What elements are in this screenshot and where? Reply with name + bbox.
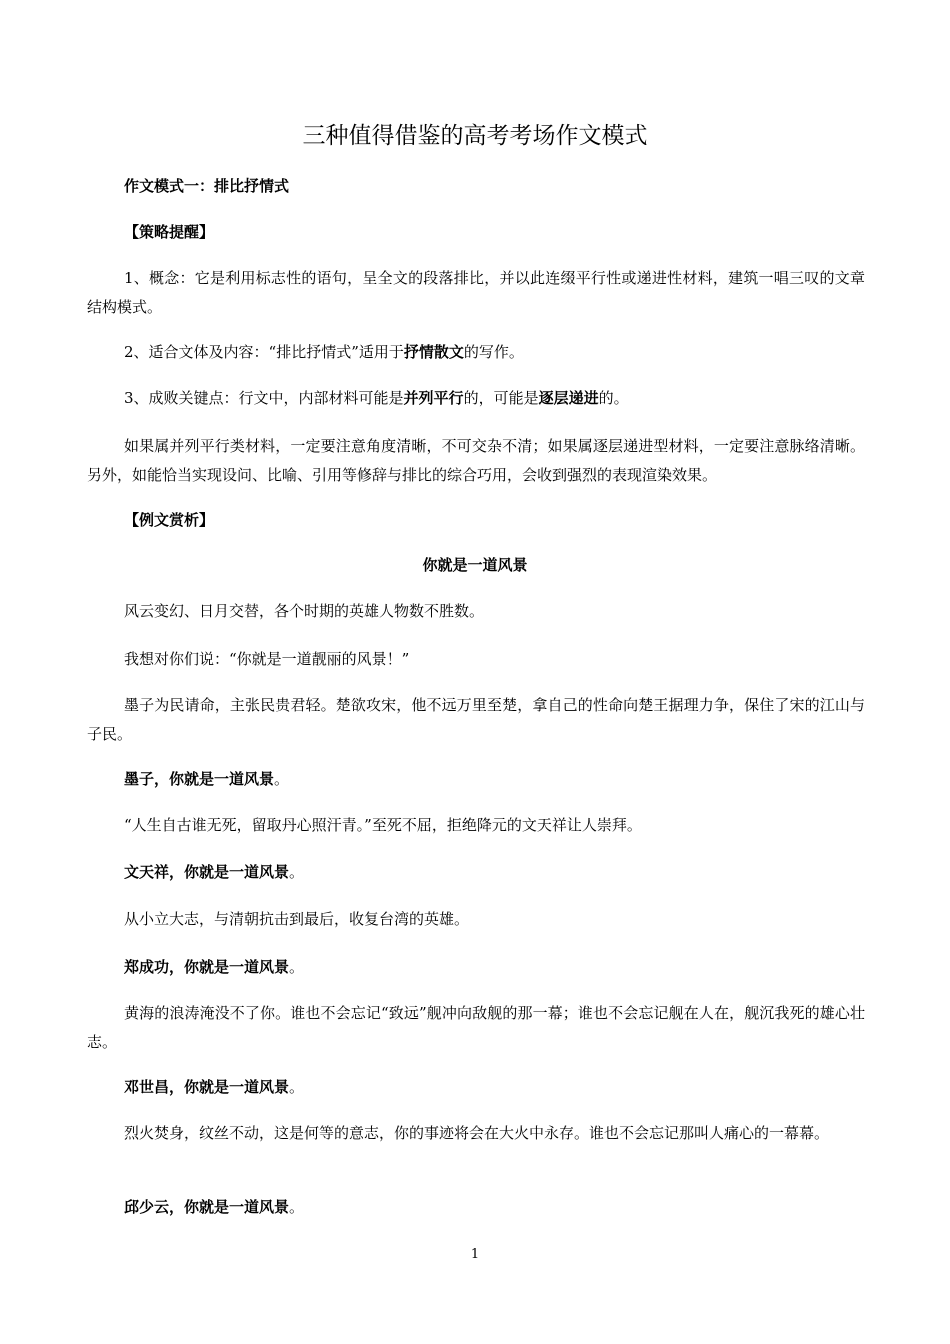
strategy-heading: 【策略提醒】 — [124, 223, 215, 241]
refrain-qiushaoyun-bold: 邱少云，你就是一道风景 — [124, 1198, 290, 1216]
refrain-period: 。 — [289, 863, 305, 881]
essay-paragraph-zhengchenggong: 从小立大志，与清朝抗击到最后，收复台湾的英雄。 — [124, 910, 470, 928]
refrain-period: 。 — [289, 958, 305, 976]
strategy-key-emphasis-parallel: 并列平行 — [403, 389, 464, 407]
refrain-period: 。 — [289, 1078, 305, 1096]
refrain-dengshichang-bold: 邓世昌，你就是一道风景 — [124, 1078, 290, 1096]
essay-refrain-dengshichang — [87, 1073, 865, 1102]
essay-title: 你就是一道风景 — [422, 556, 528, 574]
strategy-key-text: 3、成败关键点：行文中，内部材料可能是 — [124, 389, 404, 407]
essay-paragraph-1: 风云变幻、日月交替，各个时期的英雄人物数不胜数。 — [124, 602, 485, 620]
essay-refrain-mozi — [87, 765, 865, 794]
essay-paragraph-qiushaoyun: 烈火焚身，纹丝不动，这是何等的意志，你的事迹将会在大火中永存。谁也不会忘记那叫人痛心的一幕幕。 — [124, 1124, 830, 1142]
example-heading: 【例文赏析】 — [124, 511, 215, 529]
strategy-key-mid: 的，可能是 — [463, 389, 539, 407]
essay-paragraph-mozi: 墨子为民请命，主张民贵君轻。楚欲攻宋，他不远万里至楚，拿自己的性命向楚王据理力争，保住了宋的江山与子民。 — [87, 696, 865, 743]
essay-paragraph-dengshichang: 黄海的浪涛淹没不了你。谁也不会忘记“致远”舰冲向敌舰的那一幕；谁也不会忘记舰在人在，舰沉我死的雄心壮志。 — [87, 1004, 865, 1051]
essay-refrain-zhengchenggong — [87, 953, 865, 982]
strategy-genre-emphasis: 抒情散文 — [403, 343, 464, 361]
document-title: 三种值得借鉴的高考考场作文模式 — [302, 123, 648, 149]
essay-refrain-qiushaoyun — [87, 1193, 865, 1222]
refrain-zhengchenggong-bold: 郑成功，你就是一道风景 — [124, 958, 290, 976]
strategy-genre-tail: 的写作。 — [463, 343, 524, 361]
strategy-key-emphasis-progressive: 逐层递进 — [538, 389, 599, 407]
strategy-key-tail: 的。 — [598, 389, 629, 407]
refrain-period: 。 — [274, 770, 290, 788]
essay-paragraph-wentianxiang: “人生自古谁无死，留取丹心照汗青。”至死不屈，拒绝降元的文天祥让人崇拜。 — [124, 816, 642, 834]
essay-paragraph-2: 我想对你们说：“你就是一道靓丽的风景！” — [124, 650, 410, 668]
page-number: 1 — [470, 1247, 480, 1262]
strategy-advice-paragraph: 如果属并列平行类材料，一定要注意角度清晰，不可交杂不清；如果属逐层递进型材料，一定要注意脉络清晰。另外，如能恰当实现设问、比喻、引用等修辞与排比的综合巧用，会收到强烈的表现渲染效果。 — [87, 437, 865, 484]
essay-refrain-wentianxiang — [87, 858, 865, 887]
strategy-concept-paragraph: 1、概念：它是利用标志性的语句，呈全文的段落排比，并以此连缀平行性或递进性材料，建筑一唱三叹的文章结构模式。 — [87, 269, 865, 316]
strategy-key-paragraph — [87, 384, 865, 413]
refrain-period: 。 — [289, 1198, 305, 1216]
mode-one-heading: 作文模式一：排比抒情式 — [124, 177, 290, 195]
strategy-genre-text: 2、适合文体及内容：“排比抒情式”适用于 — [124, 343, 404, 361]
strategy-genre-paragraph — [87, 338, 865, 367]
refrain-wentianxiang-bold: 文天祥，你就是一道风景 — [124, 863, 290, 881]
refrain-mozi-bold: 墨子，你就是一道风景 — [124, 770, 275, 788]
